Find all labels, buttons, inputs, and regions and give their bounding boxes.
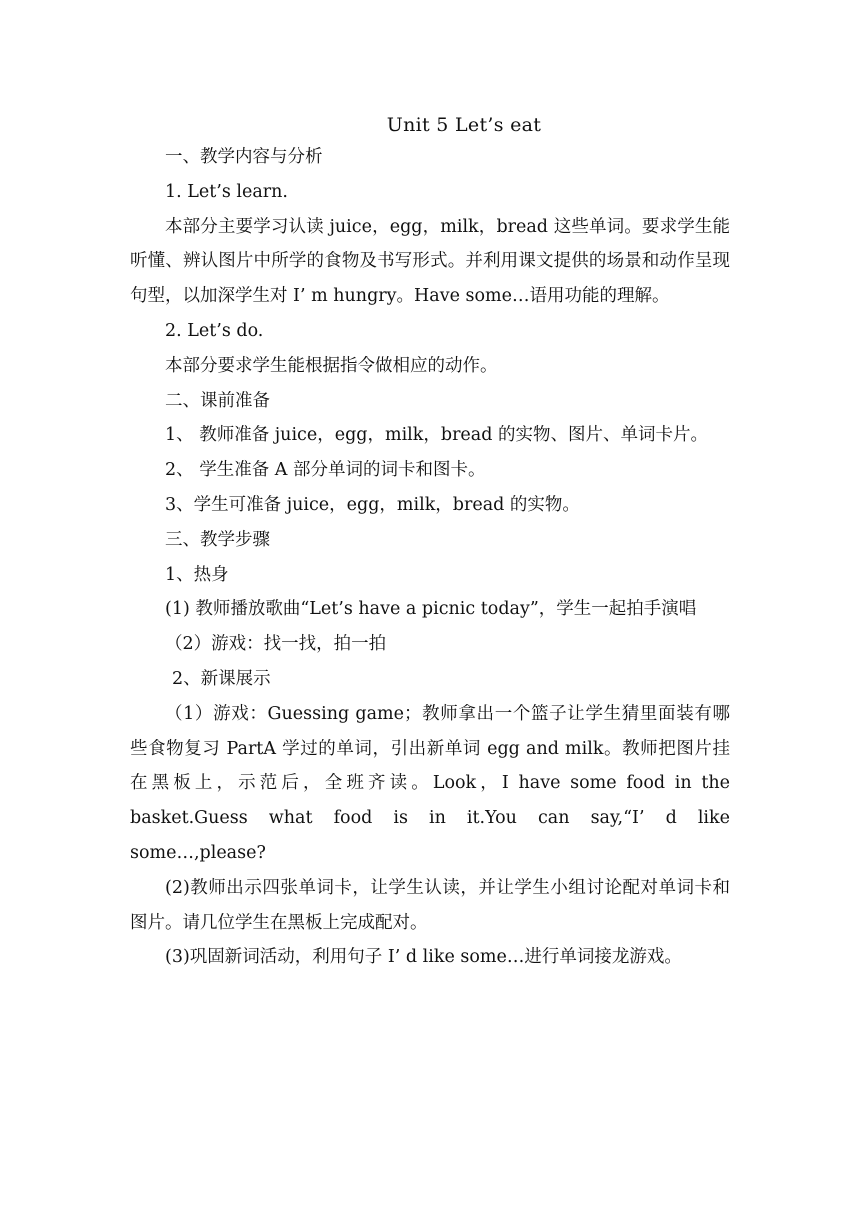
paragraph-lets-do-description: 本部分要求学生能根据指令做相应的动作。 — [165, 355, 498, 376]
warm-up-item-2: （2）游戏：找一找，拍一拍 — [165, 634, 387, 655]
section-heading-preparation: 二、课前准备 — [165, 390, 270, 411]
new-lesson-item-3: (3)巩固新词活动，利用句子 I’ d like some…进行单词接龙游戏。 — [165, 947, 682, 968]
subheading-lets-do: 2. Let’s do. — [165, 320, 264, 341]
paragraph-lets-learn-description: 本部分主要学习认读 juice，egg，milk，bread 这些单词。要求学生能听懂、辨认图片中所学的食物及书写形式。并利用课文提供的场景和动作呈现句型，以加深学生对 I’ m hungry。Have some…语用功能的理解。 — [130, 216, 730, 307]
new-lesson-item-1: （1）游戏：Guessing game；教师拿出一个篮子让学生猜里面装有哪些食物复习 PartA 学过的单词，引出新单词 egg and milk。教师把图片挂在黑板上，示范后，全班齐读。Look，I have some food in the basket.Guess what food is in it.You can say,“I’ d like some…,please? — [130, 703, 736, 863]
preparation-item-3: 3、学生可准备 juice，egg，milk，bread 的实物。 — [165, 494, 580, 515]
new-lesson-item-2: (2)教师出示四张单词卡，让学生认读，并让学生小组讨论配对单词卡和图片。请几位学生在黑板上完成配对。 — [130, 877, 730, 933]
preparation-item-2: 2、 学生准备 A 部分单词的词卡和图卡。 — [165, 460, 486, 481]
preparation-item-1: 1、 教师准备 juice，egg，milk，bread 的实物、图片、单词卡片。 — [165, 425, 708, 446]
subheading-lets-learn: 1. Let’s learn. — [165, 181, 288, 202]
step-warm-up: 1、热身 — [165, 564, 229, 585]
document-title: Unit 5 Let’s eat — [386, 114, 542, 136]
warm-up-item-1: (1) 教师播放歌曲“Let’s have a picnic today”，学生一起拍手演唱 — [165, 599, 697, 620]
document-page — [130, 110, 736, 975]
section-heading-content-analysis: 一、教学内容与分析 — [165, 147, 323, 167]
step-new-lesson: 2、新课展示 — [172, 668, 271, 689]
section-heading-teaching-steps: 三、教学步骤 — [165, 529, 270, 550]
